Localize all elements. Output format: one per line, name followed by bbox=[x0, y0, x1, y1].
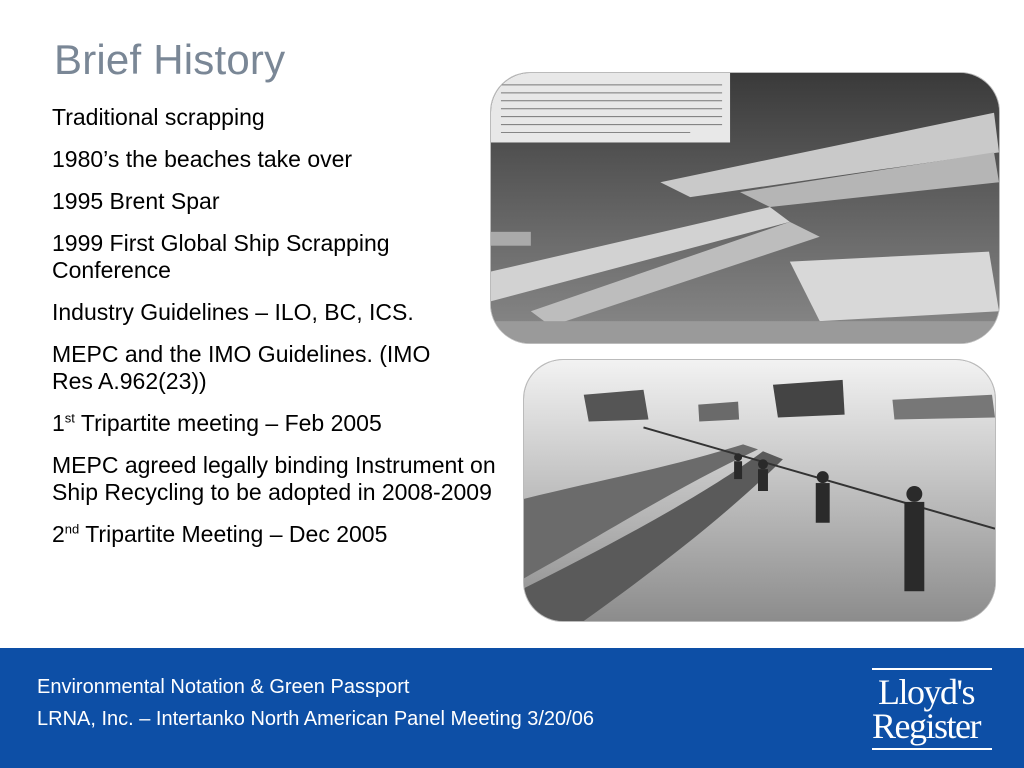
bullet-item: 1980’s the beaches take over bbox=[52, 146, 353, 172]
bullet-item: 2nd Tripartite Meeting – Dec 2005 bbox=[52, 521, 388, 547]
bullet-item: MEPC agreed legally binding Instrument on Ship Recycling to be adopted in 2008-2009 bbox=[52, 452, 496, 505]
bullet-item: 1st Tripartite meeting – Feb 2005 bbox=[52, 410, 382, 436]
footer-bar bbox=[0, 648, 1024, 768]
logo-rule bbox=[872, 668, 992, 670]
bullet-item: 1995 Brent Spar bbox=[52, 188, 220, 214]
logo-word-lloyds: Lloyd's bbox=[878, 672, 974, 712]
logo-word-register: Register bbox=[872, 706, 980, 746]
bullet-item: Industry Guidelines – ILO, BC, ICS. bbox=[52, 299, 414, 325]
logo-rule bbox=[872, 748, 992, 750]
bullet-list bbox=[52, 104, 512, 563]
warship-scrapping-photo bbox=[490, 72, 1000, 344]
bullet-item: 1999 First Global Ship Scrapping Conference bbox=[52, 230, 390, 283]
bullet-item: MEPC and the IMO Guidelines. (IMO Res A.962(23)) bbox=[52, 341, 431, 394]
footer-title: Environmental Notation & Green Passport bbox=[37, 676, 410, 698]
lloyds-register-logo bbox=[870, 668, 994, 754]
shipbreaking-beach-photo bbox=[523, 359, 996, 622]
footer-subtitle: LRNA, Inc. – Intertanko North American Panel Meeting 3/20/06 bbox=[37, 708, 594, 730]
bullet-item: Traditional scrapping bbox=[52, 104, 265, 130]
slide-title: Brief History bbox=[54, 36, 286, 83]
